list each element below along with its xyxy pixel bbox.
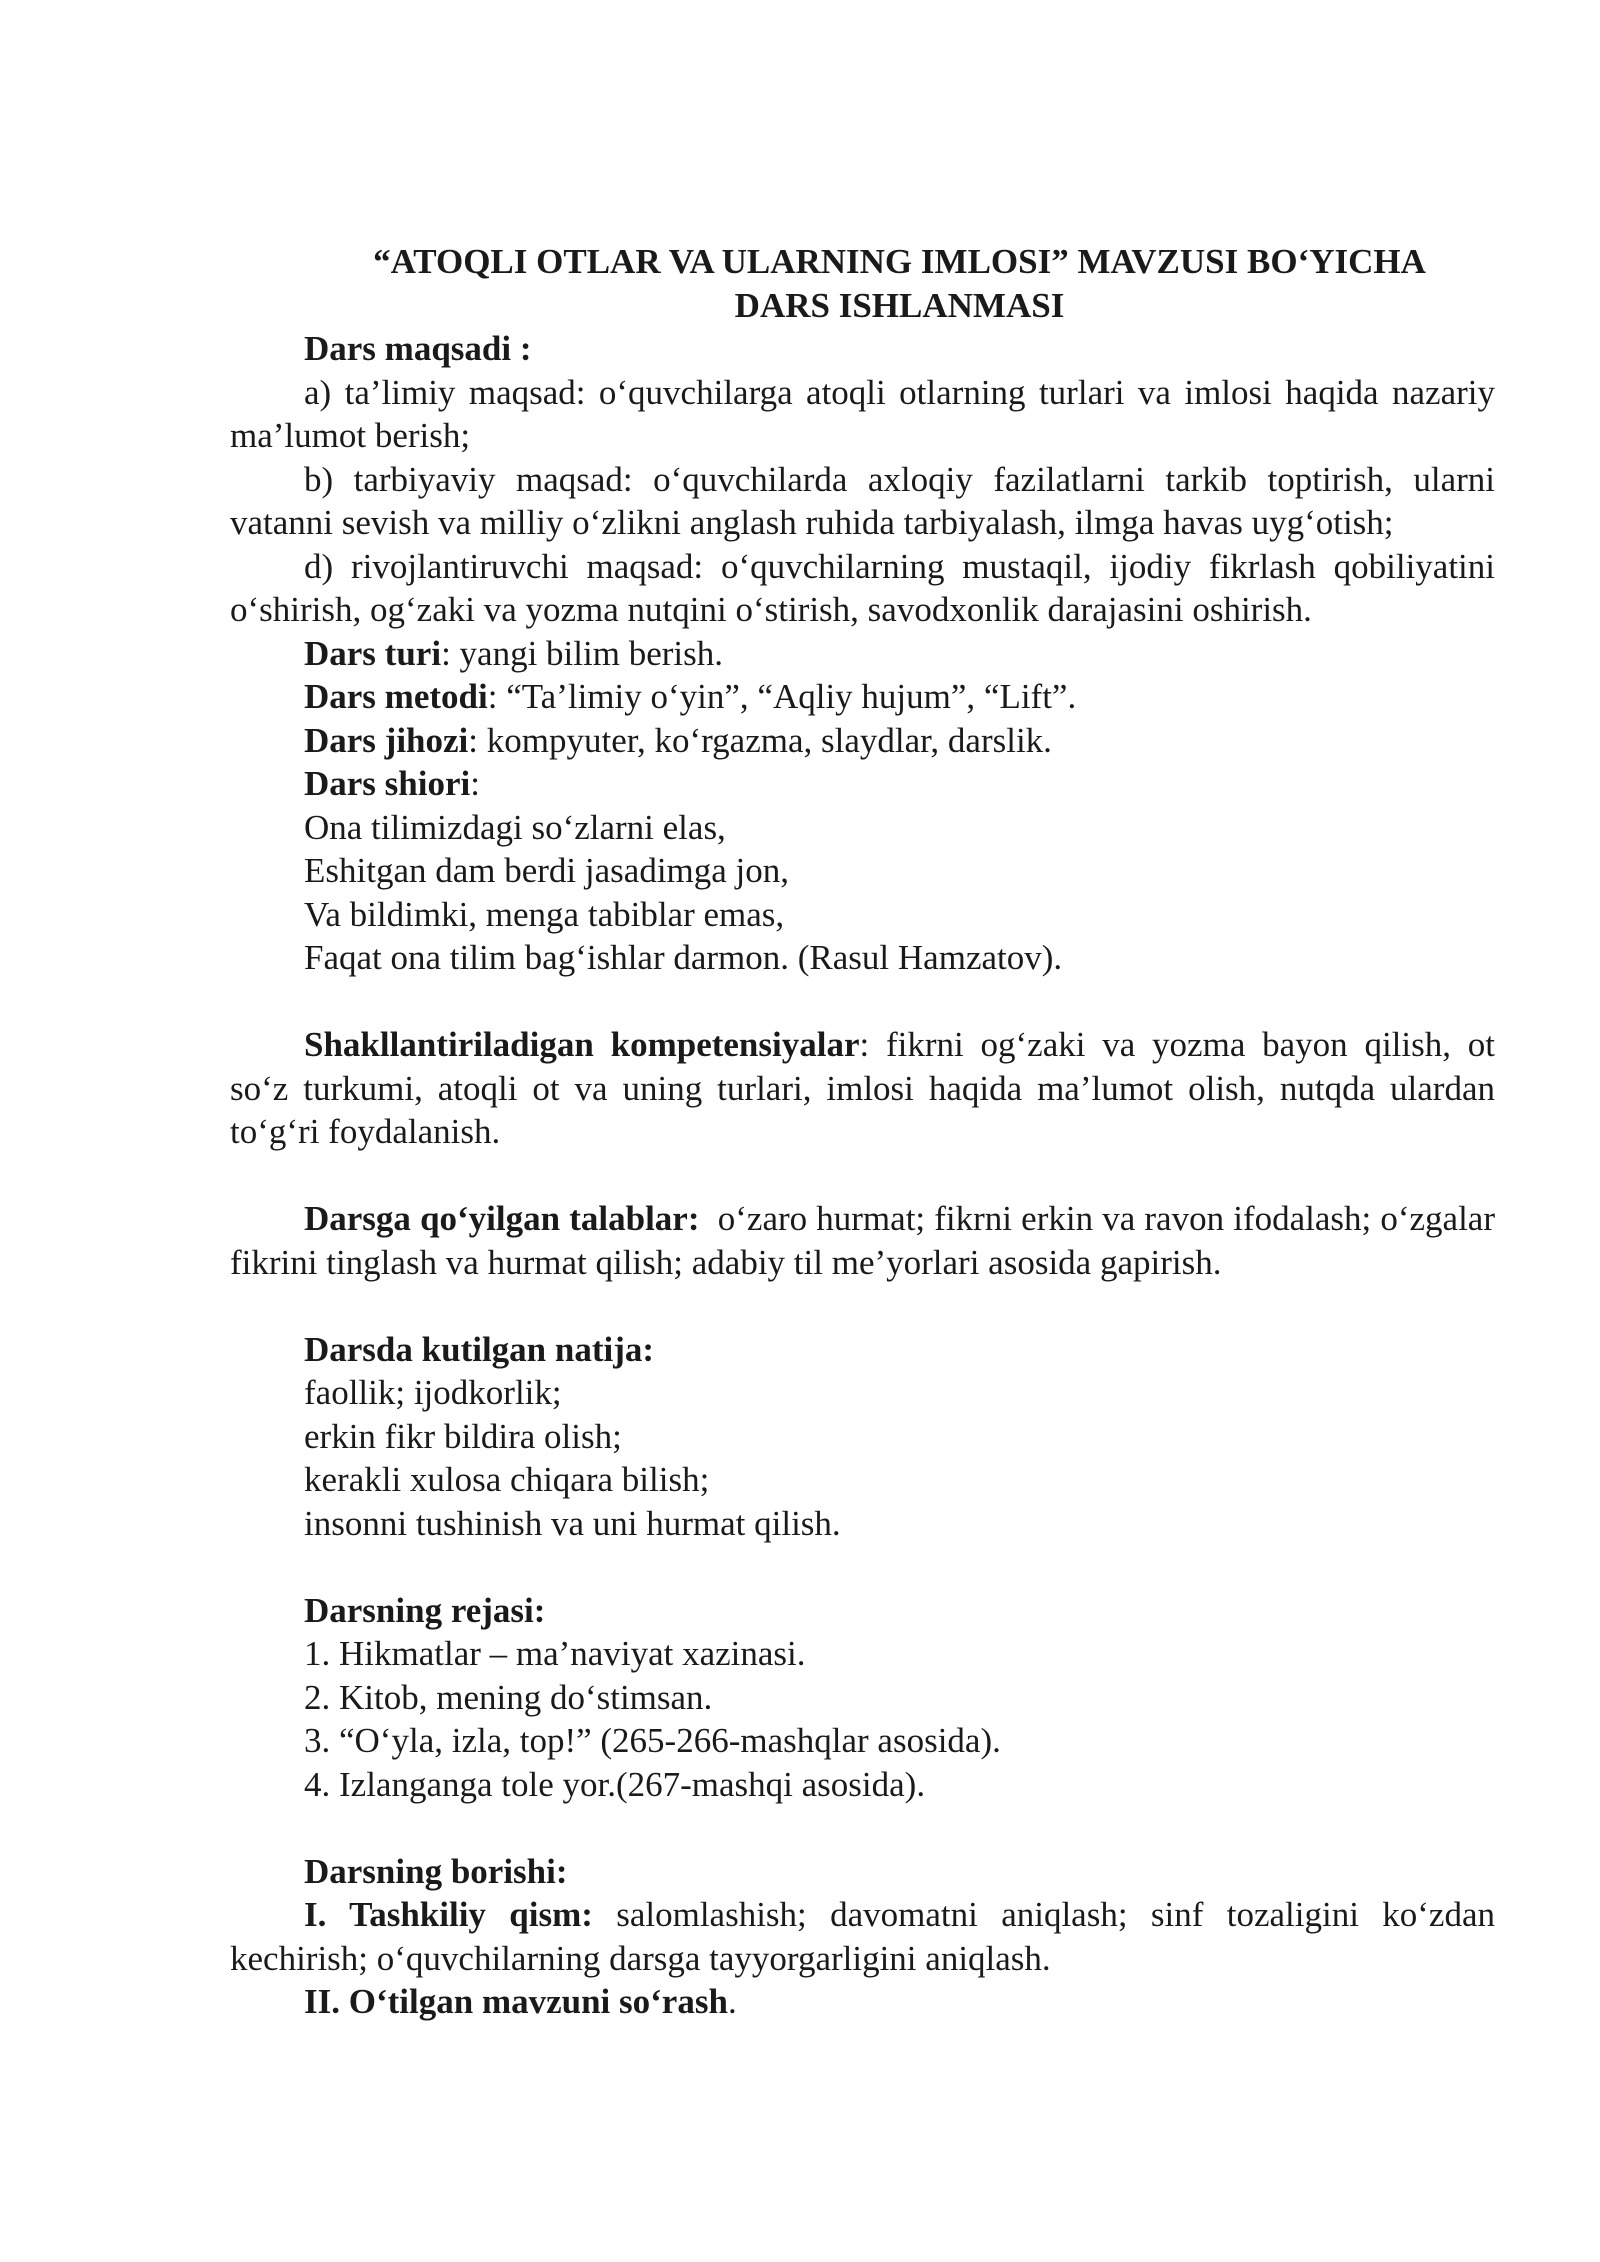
title-line-2: DARS ISHLANMASI <box>734 285 1065 325</box>
goals-heading: Dars maqsadi : <box>304 329 532 368</box>
goal-upbringing: b) tarbiyaviy maqsad: o‘quvchilarda axloqiy fazilatlarni tarkib toptirish, ularni vatanni sevish va milliy o‘zlikni anglash ruhida tarbiyalash, ilmga havas uyg‘otish; <box>230 459 1495 542</box>
procedure-step-2: II. O‘tilgan mavzuni so‘rash. <box>304 1982 737 2021</box>
motto-line: Va bildimki, menga tabiblar emas, <box>304 894 785 934</box>
motto-line: Faqat ona tilim bag‘ishlar darmon. (Rasul Hamzatov). <box>304 938 1063 977</box>
spacer <box>230 980 1495 1024</box>
lesson-motto: Dars shiori: <box>304 764 480 803</box>
requirements <box>230 1197 1504 1284</box>
outcome-heading: Darsda kutilgan natija: <box>304 1329 655 1369</box>
plan-heading: Darsning rejasi: <box>304 1590 546 1630</box>
outcome-item: faollik; ijodkorlik; <box>304 1373 562 1412</box>
motto-line: Ona tilimizdagi so‘zlarni elas, <box>304 807 726 847</box>
lesson-equipment-text: : kompyuter, ko‘rgazma, slaydlar, darslik. <box>468 720 1052 760</box>
lesson-equipment <box>230 719 1495 763</box>
goal-educational: a) ta’limiy maqsad: o‘quvchilarga atoqli otlarning turlari va imlosi haqida nazariy ma’lumot berish; <box>230 372 1495 455</box>
lesson-type <box>230 632 1495 676</box>
outcome-item: insonni tushinish va uni hurmat qilish. <box>304 1503 841 1543</box>
goal-developmental: d) rivojlantiruvchi maqsad: o‘quvchilarning mustaqil, ijodiy fikrlash qobiliyatini o‘shirish, og‘zaki va yozma nutqini o‘stirish, savodxonlik darajasini oshirish. <box>230 546 1495 629</box>
requirements-text: o‘zaro hurmat; fikrni erkin va ravon ifodalash; o‘zgalar fikrini tinglash va hurmat qilish; adabiy til me’yorlari asosida gapirish. <box>230 1199 1504 1282</box>
lesson-method-label: Dars metodi <box>304 677 488 716</box>
lesson-method-text: : “Ta’limiy o‘yin”, “Aqliy hujum”, “Lift”. <box>487 677 1077 716</box>
procedure-step-1-label: I. Tashkiliy qism: <box>304 1895 593 1934</box>
plan-item: 1. Hikmatlar – ma’naviyat xazinasi. <box>304 1634 806 1673</box>
document-page <box>230 240 1504 2024</box>
document-title <box>230 240 1495 327</box>
competencies <box>230 1023 1495 1154</box>
spacer <box>230 1545 1495 1589</box>
procedure-heading: Darsning borishi: <box>304 1851 568 1891</box>
requirements-label: Darsga qo‘yilgan talablar: <box>304 1199 700 1238</box>
outcome-item: erkin fikr bildira olish; <box>304 1416 622 1456</box>
competencies-label: Shakllantiriladigan kompetensiyalar <box>304 1025 860 1064</box>
procedure-step-1 <box>230 1893 1495 1980</box>
spacer <box>230 1806 1495 1850</box>
title-line-1: “ATOQLI OTLAR VA ULARNING IMLOSI” MAVZUSI BO‘YICHA <box>373 242 1426 281</box>
lesson-type-text: : yangi bilim berish. <box>441 633 723 673</box>
lesson-method <box>230 675 1495 719</box>
spacer <box>230 1284 1495 1328</box>
lesson-type-label: Dars turi <box>304 633 442 673</box>
competencies-text: : fikrni og‘zaki va yozma bayon qilish, ot so‘z turkumi, atoqli ot va uning turlari, imlosi haqida ma’lumot olish, nutqda ulardan to‘g‘ri foydalanish. <box>230 1025 1495 1151</box>
plan-item: 2. Kitob, mening do‘stimsan. <box>304 1677 713 1717</box>
procedure-step-2-label: II. O‘tilgan mavzuni so‘rash <box>304 1982 728 2021</box>
procedure-step-1-text: salomlashish; davomatni aniqlash; sinf tozaligini ko‘zdan kechirish; o‘quvchilarning darsga tayyorgarligini aniqlash. <box>230 1895 1495 1978</box>
motto-line: Eshitgan dam berdi jasadimga jon, <box>304 851 790 890</box>
lesson-equipment-label: Dars jihozi <box>304 720 469 760</box>
outcome-item: kerakli xulosa chiqara bilish; <box>304 1460 710 1499</box>
spacer <box>230 1154 1495 1198</box>
lesson-motto-label: Dars shiori <box>304 764 471 803</box>
plan-item: 3. “O‘yla, izla, top!” (265-266-mashqlar asosida). <box>304 1721 1001 1760</box>
plan-item: 4. Izlanganga tole yor.(267-mashqi asosida). <box>304 1764 926 1804</box>
